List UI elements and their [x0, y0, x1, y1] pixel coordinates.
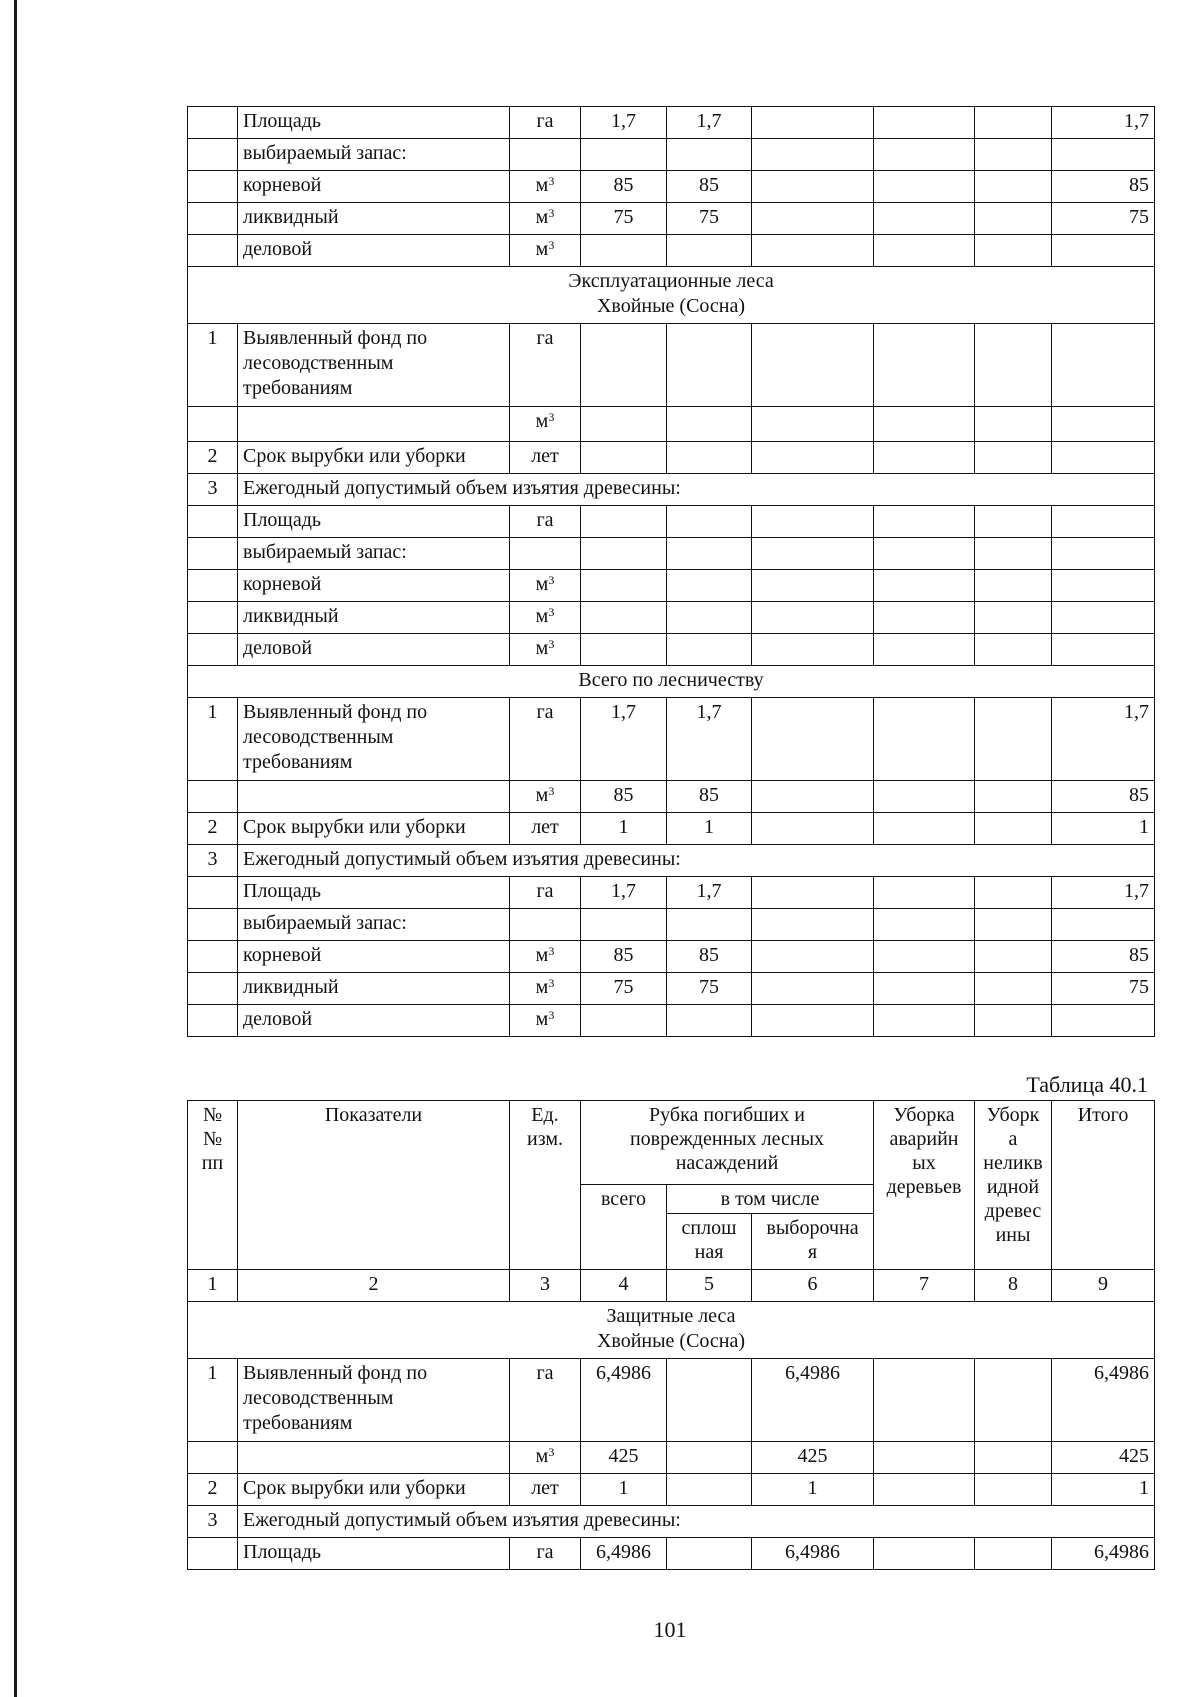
unit-cell: га	[510, 1538, 581, 1570]
row-label-business: деловой	[238, 634, 510, 666]
section-row	[188, 1302, 1155, 1359]
table-row	[188, 781, 1155, 813]
header-row	[188, 1101, 1155, 1185]
unit-cell: $м^3$	[510, 781, 581, 813]
header-felling: Рубка погибших и поврежденных лесных насаждений	[581, 1101, 874, 1185]
unit-cell: $м^3$	[510, 235, 581, 267]
table-continuation	[187, 106, 1155, 1037]
value-cell: 1	[1052, 813, 1155, 845]
row-label-annual: Ежегодный допустимый объем изъятия древесины:	[238, 1506, 1155, 1538]
row-label-stock: выбираемый запас:	[238, 538, 510, 570]
table-row	[188, 1359, 1155, 1442]
unit-cell: га	[510, 698, 581, 781]
unit-cell: га	[510, 107, 581, 139]
table-row	[188, 1538, 1155, 1570]
table-row	[188, 845, 1155, 877]
row-label-stock: выбираемый запас:	[238, 139, 510, 171]
row-label-area: Площадь	[238, 506, 510, 538]
row-label-area: Площадь	[238, 107, 510, 139]
table-row	[188, 442, 1155, 474]
table-row	[188, 1506, 1155, 1538]
row-label-area: Площадь	[238, 877, 510, 909]
value-cell: 75	[581, 973, 667, 1005]
table-row	[188, 203, 1155, 235]
table-row	[188, 324, 1155, 407]
row-number: 3	[188, 474, 238, 506]
value-cell: 425	[1052, 1442, 1155, 1474]
table-row	[188, 139, 1155, 171]
value-cell: 85	[1052, 941, 1155, 973]
value-cell: 85	[581, 781, 667, 813]
header-num: № № пп	[188, 1101, 238, 1270]
column-number: 8	[975, 1270, 1052, 1302]
column-number: 2	[238, 1270, 510, 1302]
row-label-annual: Ежегодный допустимый объем изъятия древесины:	[238, 845, 1155, 877]
unit-cell: $м^3$	[510, 407, 581, 442]
value-cell: 1,7	[581, 698, 667, 781]
section-row	[188, 267, 1155, 324]
table-title: Таблица 40.1	[1026, 1072, 1148, 1097]
header-emergency: Уборка аварийн ых деревьев	[874, 1101, 975, 1270]
column-number: 1	[188, 1270, 238, 1302]
header-nonliquid: Уборк а неликв идной древес ины	[975, 1101, 1052, 1270]
section-protective-heading: Защитные леса Хвойные (Сосна)	[188, 1302, 1155, 1359]
row-label-liquid: ликвидный	[238, 602, 510, 634]
value-cell: 75	[1052, 203, 1155, 235]
value-cell: 425	[752, 1442, 874, 1474]
unit-cell: $м^3$	[510, 1442, 581, 1474]
column-number: 4	[581, 1270, 667, 1302]
row-label-root: корневой	[238, 171, 510, 203]
row-number: 2	[188, 813, 238, 845]
value-cell: 1	[752, 1474, 874, 1506]
row-number: 2	[188, 442, 238, 474]
section-total-heading: Всего по лесничеству	[188, 666, 1155, 698]
value-cell: 6,4986	[1052, 1538, 1155, 1570]
value-cell: 75	[667, 203, 752, 235]
table-row	[188, 813, 1155, 845]
value-cell: 1,7	[1052, 107, 1155, 139]
value-cell: 85	[581, 941, 667, 973]
unit-cell: $м^3$	[510, 602, 581, 634]
table-row	[188, 538, 1155, 570]
table-row	[188, 235, 1155, 267]
value-cell: 75	[581, 203, 667, 235]
table-row	[188, 602, 1155, 634]
unit-cell: $м^3$	[510, 171, 581, 203]
header-clear: сплош ная	[667, 1214, 752, 1270]
unit-cell: $м^3$	[510, 941, 581, 973]
table-row	[188, 634, 1155, 666]
table-row	[188, 877, 1155, 909]
header-selective: выборочна я	[752, 1214, 874, 1270]
table-row	[188, 698, 1155, 781]
row-label-stock: выбираемый запас:	[238, 909, 510, 941]
unit-cell: га	[510, 506, 581, 538]
row-number: 1	[188, 324, 238, 407]
section-exploitation-heading: Эксплуатационные леса Хвойные (Сосна)	[188, 267, 1155, 324]
value-cell: 1,7	[1052, 877, 1155, 909]
value-cell: 1,7	[667, 107, 752, 139]
column-number: 6	[752, 1270, 874, 1302]
row-number: 1	[188, 698, 238, 781]
table-row	[188, 941, 1155, 973]
table-row	[188, 909, 1155, 941]
unit-cell: $м^3$	[510, 1005, 581, 1037]
column-number: 5	[667, 1270, 752, 1302]
header-including: в том числе	[667, 1185, 874, 1214]
column-number: 7	[874, 1270, 975, 1302]
row-label-liquid: ликвидный	[238, 203, 510, 235]
table-row	[188, 570, 1155, 602]
unit-cell: га	[510, 877, 581, 909]
unit-cell: $м^3$	[510, 203, 581, 235]
table-row	[188, 506, 1155, 538]
value-cell: 85	[667, 941, 752, 973]
unit-cell: лет	[510, 813, 581, 845]
value-cell: 425	[581, 1442, 667, 1474]
value-cell: 1	[667, 813, 752, 845]
value-cell: 85	[1052, 781, 1155, 813]
unit-cell: га	[510, 324, 581, 407]
section-row	[188, 666, 1155, 698]
column-number: 9	[1052, 1270, 1155, 1302]
value-cell: 1	[1052, 1474, 1155, 1506]
row-label-root: корневой	[238, 570, 510, 602]
value-cell: 6,4986	[752, 1359, 874, 1442]
table-row	[188, 1005, 1155, 1037]
row-label-fund: Выявленный фонд по лесоводственным требованиям	[238, 1359, 510, 1442]
value-cell: 6,4986	[581, 1359, 667, 1442]
unit-cell: $м^3$	[510, 634, 581, 666]
row-label-fund: Выявленный фонд по лесоводственным требованиям	[238, 698, 510, 781]
value-cell: 75	[1052, 973, 1155, 1005]
unit-cell: $м^3$	[510, 570, 581, 602]
row-label-term: Срок вырубки или уборки	[238, 813, 510, 845]
row-label-business: деловой	[238, 235, 510, 267]
row-label-annual: Ежегодный допустимый объем изъятия древесины:	[238, 474, 1155, 506]
page-number: 101	[653, 1617, 687, 1642]
value-cell: 6,4986	[581, 1538, 667, 1570]
value-cell: 85	[667, 171, 752, 203]
value-cell: 1	[581, 1474, 667, 1506]
table-row	[188, 973, 1155, 1005]
row-label-business: деловой	[238, 1005, 510, 1037]
value-cell: 1,7	[581, 107, 667, 139]
header-total: всего	[581, 1185, 667, 1270]
value-cell: 6,4986	[1052, 1359, 1155, 1442]
scan-edge	[14, 0, 17, 1697]
row-number: 2	[188, 1474, 238, 1506]
unit-cell: га	[510, 1359, 581, 1442]
row-label-term: Срок вырубки или уборки	[238, 442, 510, 474]
value-cell: 6,4986	[752, 1538, 874, 1570]
value-cell: 75	[667, 973, 752, 1005]
unit-cell: $м^3$	[510, 973, 581, 1005]
column-number-row	[188, 1270, 1155, 1302]
column-number: 3	[510, 1270, 581, 1302]
table-row	[188, 407, 1155, 442]
header-unit: Ед. изм.	[510, 1101, 581, 1270]
table-40-1	[187, 1100, 1155, 1570]
row-label-root: корневой	[238, 941, 510, 973]
row-label-fund: Выявленный фонд по лесоводственным требованиям	[238, 324, 510, 407]
unit-cell: лет	[510, 442, 581, 474]
row-number: 3	[188, 1506, 238, 1538]
table-row	[188, 1442, 1155, 1474]
table-row	[188, 171, 1155, 203]
header-sum: Итого	[1052, 1101, 1155, 1270]
value-cell: 1,7	[667, 877, 752, 909]
row-label-term: Срок вырубки или уборки	[238, 1474, 510, 1506]
value-cell: 85	[667, 781, 752, 813]
row-number: 1	[188, 1359, 238, 1442]
table-row	[188, 1474, 1155, 1506]
value-cell: 1,7	[1052, 698, 1155, 781]
header-indicators: Показатели	[238, 1101, 510, 1270]
value-cell: 1	[581, 813, 667, 845]
value-cell: 85	[1052, 171, 1155, 203]
value-cell: 1,7	[581, 877, 667, 909]
unit-cell: лет	[510, 1474, 581, 1506]
table-row	[188, 107, 1155, 139]
row-label-area: Площадь	[238, 1538, 510, 1570]
value-cell: 85	[581, 171, 667, 203]
value-cell: 1,7	[667, 698, 752, 781]
row-label-liquid: ликвидный	[238, 973, 510, 1005]
table-row	[188, 474, 1155, 506]
row-number: 3	[188, 845, 238, 877]
